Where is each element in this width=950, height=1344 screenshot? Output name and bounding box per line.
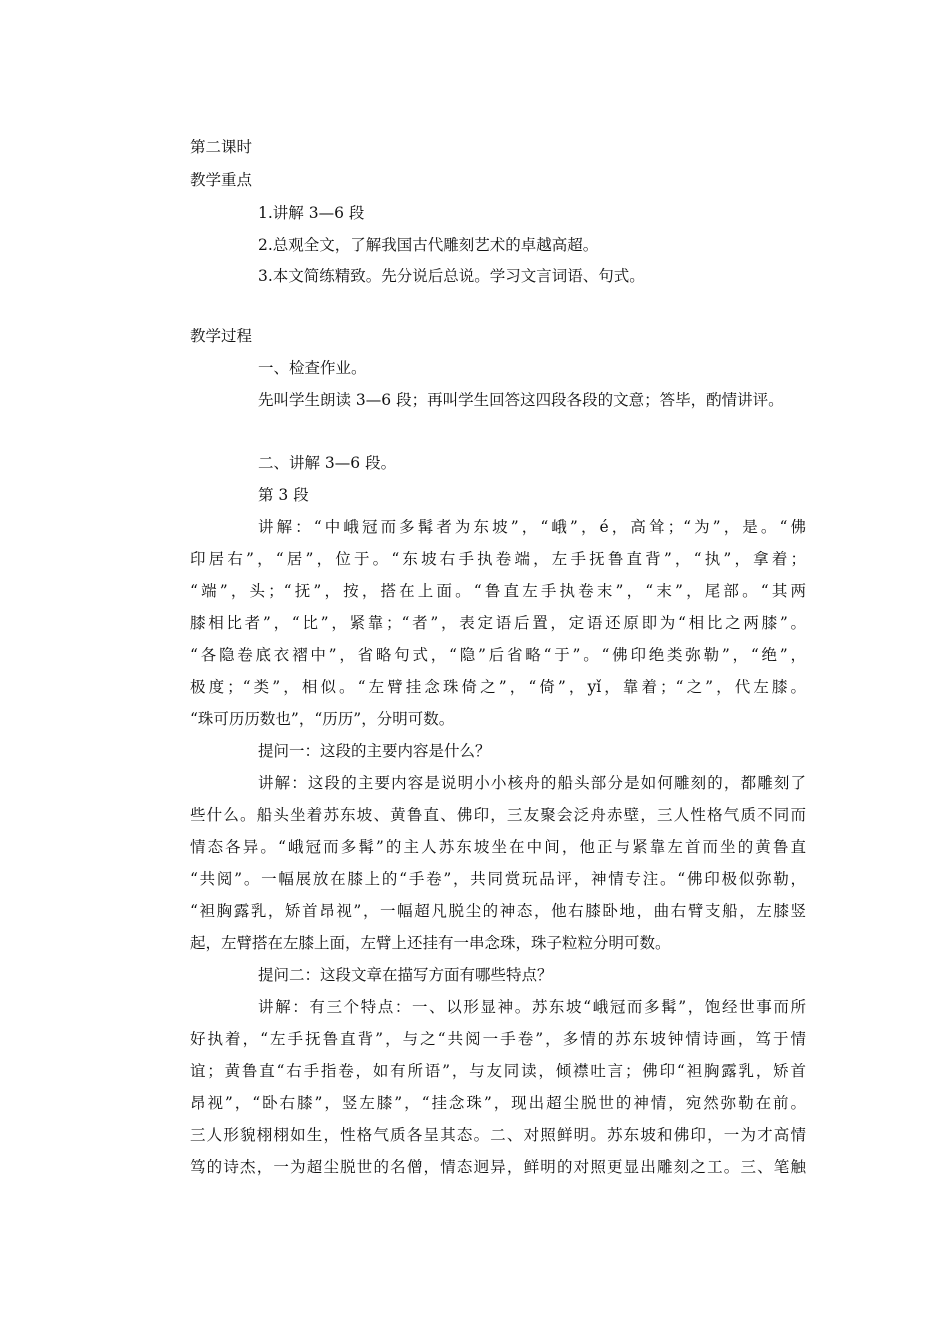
answer-2-line: 笃的诗杰，一为超尘脱世的名僧，情态迥异，鲜明的对照更显出雕刻之工。三、笔触 (190, 1158, 806, 1176)
step1-text: 先叫学生朗读 3—6 段；再叫学生回答这四段各段的文意；答毕，酌情讲评。 (258, 391, 784, 409)
lesson-title: 第二课时 (190, 138, 253, 156)
answer-2-line: 讲解：有三个特点：一、以形显神。苏东坡“峨冠而多髯”，饱经世事而所 (258, 998, 806, 1016)
answer-1-line: 讲解：这段的主要内容是说明小小核舟的船头部分是如何雕刻的，都雕刻了 (258, 774, 806, 792)
answer-1-line: “共阅”。一幅展放在膝上的“手卷”，共同赏玩品评，神情专注。“佛印极似弥勒， (190, 870, 806, 888)
answer-2-line: 好执着，“左手抚鲁直背”，与之“共阅一手卷”，多情的苏东坡钟情诗画，笃于情 (190, 1030, 806, 1048)
focus-item-1: 1.讲解 3—6 段 (258, 204, 365, 222)
answer-1-line: 情态各异。“峨冠而多髯”的主人苏东坡坐在中间，他正与紧靠左首而坐的黄鲁直 (190, 838, 806, 856)
focus-heading: 教学重点 (190, 171, 253, 189)
answer-1-line: 些什么。船头坐着苏东坡、黄鲁直、佛印，三友聚会泛舟赤壁，三人性格气质不同而 (190, 806, 806, 824)
answer-2-line: 谊；黄鲁直“右手指卷，如有所语”，与友同读，倾襟吐言；佛印“袒胸露乳，矫首 (190, 1062, 806, 1080)
explain-line: 极度；“类”，相似。“左臂挂念珠倚之”，“倚”，yǐ，靠着；“之”，代左膝。 (190, 678, 806, 696)
step1-title: 一、检查作业。 (258, 359, 367, 377)
explain-line: 膝相比者”，“比”，紧靠；“者”，表定语后置，定语还原即为“相比之两膝”。 (190, 614, 806, 632)
explain-line: 印居右”，“居”，位于。“东坡右手执卷端，左手抚鲁直背”，“执”，拿着； (190, 550, 806, 568)
focus-item-3: 3.本文简练精致。先分说后总说。学习文言词语、句式。 (258, 267, 645, 285)
explain-line: 讲解：“中峨冠而多髯者为东坡”，“峨”，é，高耸；“为”，是。“佛 (258, 518, 806, 536)
question-1: 提问一：这段的主要内容是什么？ (258, 742, 491, 760)
focus-item-2: 2.总观全文，了解我国古代雕刻艺术的卓越高超。 (258, 236, 599, 254)
answer-2-line: 昂视”，“卧右膝”，竖左膝”，“挂念珠”，现出超尘脱世的神情，宛然弥勒在前。 (190, 1094, 806, 1112)
para3-label: 第 3 段 (258, 486, 309, 504)
explain-line: “端”，头；“抚”，按，搭在上面。“鲁直左手执卷末”，“末”，尾部。“其两 (190, 582, 806, 600)
explain-line: “各隐卷底衣褶中”，省略句式，“隐”后省略“于”。“佛印绝类弥勒”，“绝”， (190, 646, 806, 664)
question-2: 提问二：这段文章在描写方面有哪些特点？ (258, 966, 553, 984)
explain-line: “珠可历历数也”，“历历”，分明可数。 (190, 710, 455, 728)
process-heading: 教学过程 (190, 327, 253, 345)
answer-1-line: “袒胸露乳，矫首昂视”，一幅超凡脱尘的神态，他右膝卧地，曲右臂支船，左膝竖 (190, 902, 806, 920)
answer-1-line: 起，左臂搭在左膝上面，左臂上还挂有一串念珠，珠子粒粒分明可数。 (190, 934, 671, 952)
answer-2-line: 三人形貌栩栩如生，性格气质各呈其态。二、对照鲜明。苏东坡和佛印，一为才高情 (190, 1126, 806, 1144)
step2-title: 二、讲解 3—6 段。 (258, 454, 397, 472)
